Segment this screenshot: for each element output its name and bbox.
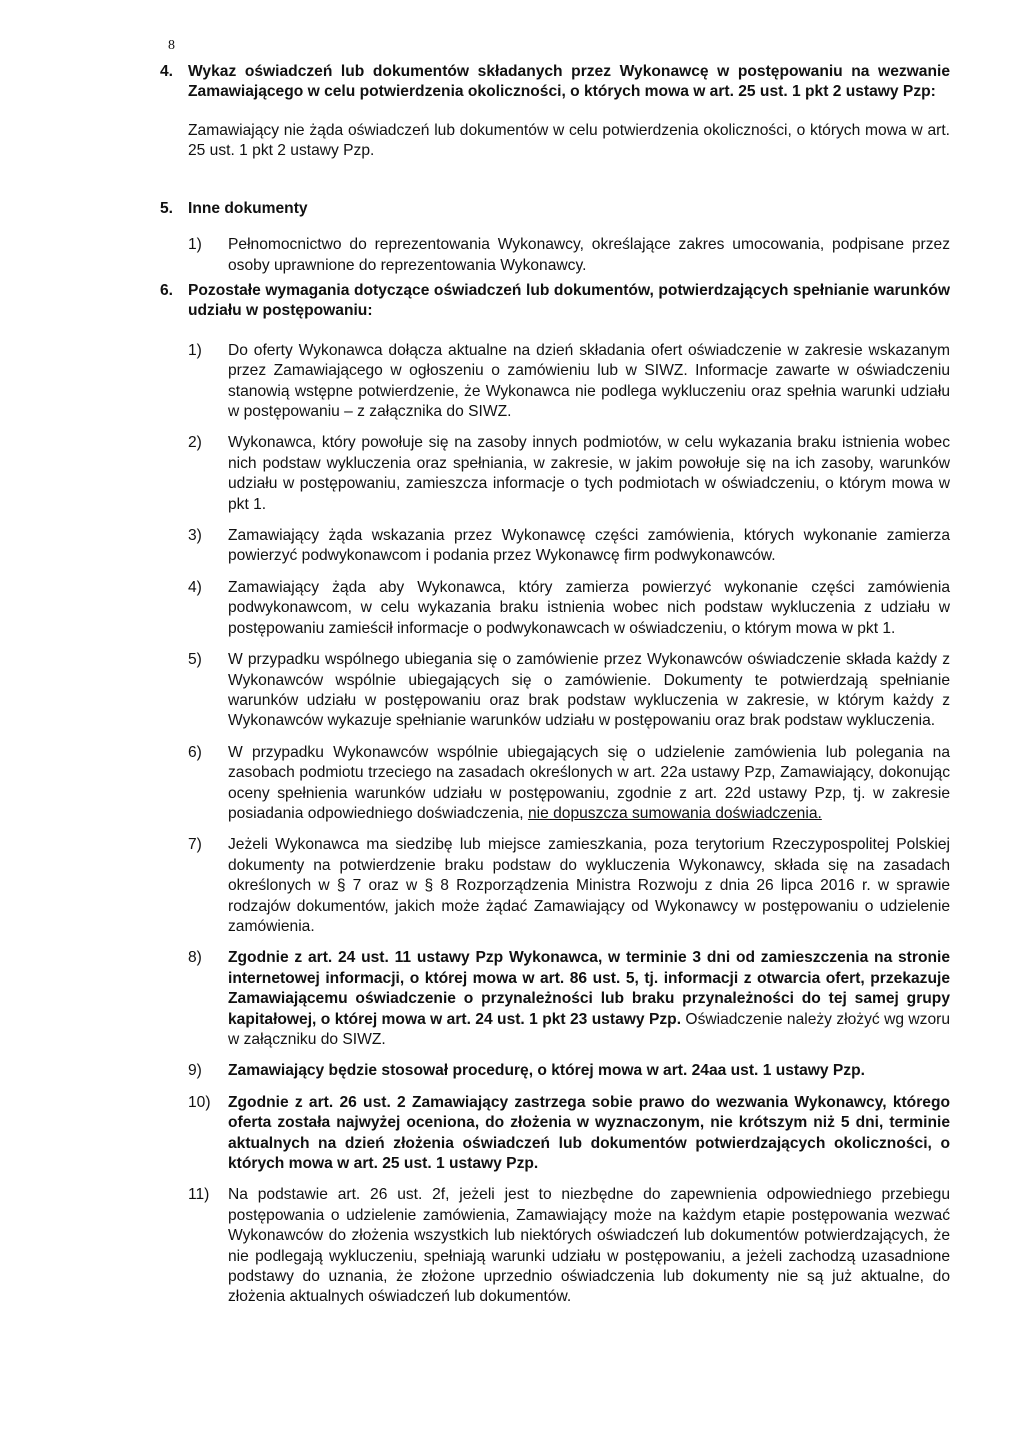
item-text: Pełnomocnictwo do reprezentowania Wykonawcy, określające zakres umocowania, podpisane przez osoby uprawnione do reprezentowania Wykonawcy. [228, 236, 950, 274]
section-number: 6. [160, 282, 174, 299]
item-number: 1) [188, 236, 202, 254]
list-item [188, 433, 950, 515]
section-title: Pozostałe wymagania dotyczące oświadczeń lub dokumentów, potwierdzających spełnianie warunków udziału w postępowaniu: [188, 282, 950, 320]
item-text-plain: W przypadku Wykonawców wspólnie ubiegających się o udzielenie zamówienia lub polegania na zasobach podmiotu trzeciego na zasadach określonych w art. 22a ustawy Pzp, Zamawiający, dokonując oceny spełnienia warunków udziału w postępowaniu, zgodnie z art. 22d ustawy Pzp, tj. w zakresie posiadania odpowiedniego doświadczenia, [228, 743, 950, 822]
item-number: 6) [188, 743, 202, 761]
list-item [188, 341, 950, 423]
section-6 [160, 281, 950, 1308]
list-item [188, 1185, 950, 1307]
list-item [188, 1093, 950, 1175]
item-number: 3) [188, 527, 202, 545]
item-text-bold: Zgodnie z art. 26 ust. 2 Zamawiający zastrzega sobie prawo do wezwania Wykonawcy, którego oferta została najwyżej oceniona, do złożenia w wyznaczonym, nie krótszym niż 5 dni, terminie aktualnych na dzień złożenia oświadczeń lub dokumentów potwierdzających okoliczności, o których mowa w art. 25 ust. 1 ustawy Pzp. [228, 1093, 950, 1173]
page-number: 8 [168, 38, 175, 53]
section-5 [160, 199, 950, 276]
section-number: 5. [160, 200, 174, 217]
list-item [188, 578, 950, 639]
section-title: Wykaz oświadczeń lub dokumentów składanych przez Wykonawcę w postępowaniu na wezwanie Zamawiającego w celu potwierdzenia okoliczności, o których mowa w art. 25 ust. 1 pkt 2 ustawy Pzp: [188, 63, 950, 101]
list-item [188, 1061, 950, 1081]
item-text: Zamawiający żąda aby Wykonawca, który zamierza powierzyć wykonanie części zamówienia podwykonawcom, w celu wykazania braku istnienia wobec nich podstaw wykluczenia z udziału w postępowaniu zamieścił informacje o podwykonawcach w oświadczeniu, o którym mowa w pkt 1. [228, 578, 950, 637]
item-number: 9) [188, 1062, 202, 1080]
item-text-bold: Zamawiający będzie stosował procedurę, o której mowa w art. 24aa ust. 1 ustawy Pzp. [228, 1062, 865, 1080]
item-text-underlined: nie dopuszcza sumowania doświadczenia. [527, 804, 822, 822]
item-text: Jeżeli Wykonawca ma siedzibę lub miejsce zamieszkania, poza terytorium Rzeczypospolitej Polskiej dokumenty na potwierdzenie braku podstaw do wykluczenia Wykonawcy, składa się na zasadach określonych w § 7 oraz w § 8 Rozporządzenia Ministra Rozwoju z dnia 26 lipca 2016 r. w sprawie rodzajów dokumentów, jakich może żądać Zamawiający od Wykonawcy w postępowaniu o udzielenie zamówienia. [228, 836, 950, 935]
section-4 [160, 62, 950, 162]
list-item [188, 948, 950, 1050]
section-body: Zamawiający nie żąda oświadczeń lub dokumentów w celu potwierdzenia okoliczności, o których mowa w art. 25 ust. 1 pkt 2 ustawy Pzp. [188, 121, 950, 160]
section-number: 4. [160, 63, 174, 80]
item-text: W przypadku wspólnego ubiegania się o zamówienie przez Wykonawców oświadczenie składa każdy z Wykonawców wspólnie ubiegających się o zamówienie. Dokumenty te potwierdzają spełnianie warunków udziału w postępowaniu oraz brak podstaw wykluczenia w zakresie, w którym każdy z Wykonawców wykazuje spełnianie warunków udziału w postępowaniu oraz brak podstaw wykluczenia. [228, 651, 950, 730]
item-number: 8) [188, 949, 202, 967]
item-text: Zamawiający żąda wskazania przez Wykonawcę części zamówienia, których wykonanie zamierza powierzyć podwykonawcom i podania przez Wykonawcę firm podwykonawców. [228, 527, 950, 565]
item-number: 2) [188, 434, 202, 452]
item-text: Wykonawca, który powołuje się na zasoby innych podmiotów, w celu wykazania braku istnienia wobec nich podstaw wykluczenia oraz spełniania, w zakresie, w jakim powołuje się na ich zasoby, warunków udziału w postępowaniu, zamieszcza informacje o tych podmiotach w oświadczeniu, o którym mowa w pkt 1. [228, 434, 950, 513]
list-item [188, 743, 950, 825]
item-number: 11) [188, 1186, 210, 1204]
item-number: 1) [188, 341, 202, 359]
list-item [188, 526, 950, 567]
item-text-bold: Zgodnie z art. 24 ust. 11 ustawy Pzp Wykonawca, w terminie 3 dni od zamieszczenia na stronie internetowej informacji, o której mowa w art. 86 ust. 5, tj. informacji z otwarcia ofert, przekazuje Zamawiającemu oświadczenie o przynależności lub braku przynależności do tej samej grupy kapitałowej, o której mowa w art. 24 ust. 1 pkt 23 ustawy Pzp. [228, 949, 950, 1028]
item-number: 5) [188, 651, 202, 669]
item-text [228, 948, 950, 1050]
list-item [188, 650, 950, 732]
list-item [188, 235, 950, 276]
item-text: Na podstawie art. 26 ust. 2f, jeżeli jest to niezbędne do zapewnienia odpowiedniego przebiegu postępowania o udzielenie zamówienia, Zamawiający może na każdym etapie postępowania wezwać Wykonawców do złożenia wszystkich lub niektórych oświadczeń lub dokumentów potwierdzających, że nie podlegają wykluczeniu, spełniają warunki udziału w postępowaniu, a jeżeli zachodzą uzasadnione podstawy do uznania, że złożone uprzednio oświadczenia lub dokumenty nie są już aktualne, do złożenia aktualnych oświadczeń lub dokumentów. [228, 1186, 950, 1306]
item-number: 4) [188, 578, 202, 596]
item-text [228, 743, 950, 825]
list-item [188, 835, 950, 937]
item-text-plain: Oświadczenie należy złożyć wg wzoru w załączniku do SIWZ. [228, 1010, 950, 1048]
section-title: Inne dokumenty [188, 200, 308, 217]
item-text: Do oferty Wykonawca dołącza aktualne na dzień składania ofert oświadczenie w zakresie wskazanym przez Zamawiającego w ogłoszeniu o zamówieniu lub w SIWZ. Informacje zawarte w oświadczeniu stanowią wstępne potwierdzenie, że Wykonawca nie podlega wykluczeniu oraz spełnia warunki udziału w postępowaniu – z załącznika do SIWZ. [228, 341, 950, 421]
item-number: 7) [188, 836, 202, 854]
item-number: 10) [188, 1093, 211, 1111]
